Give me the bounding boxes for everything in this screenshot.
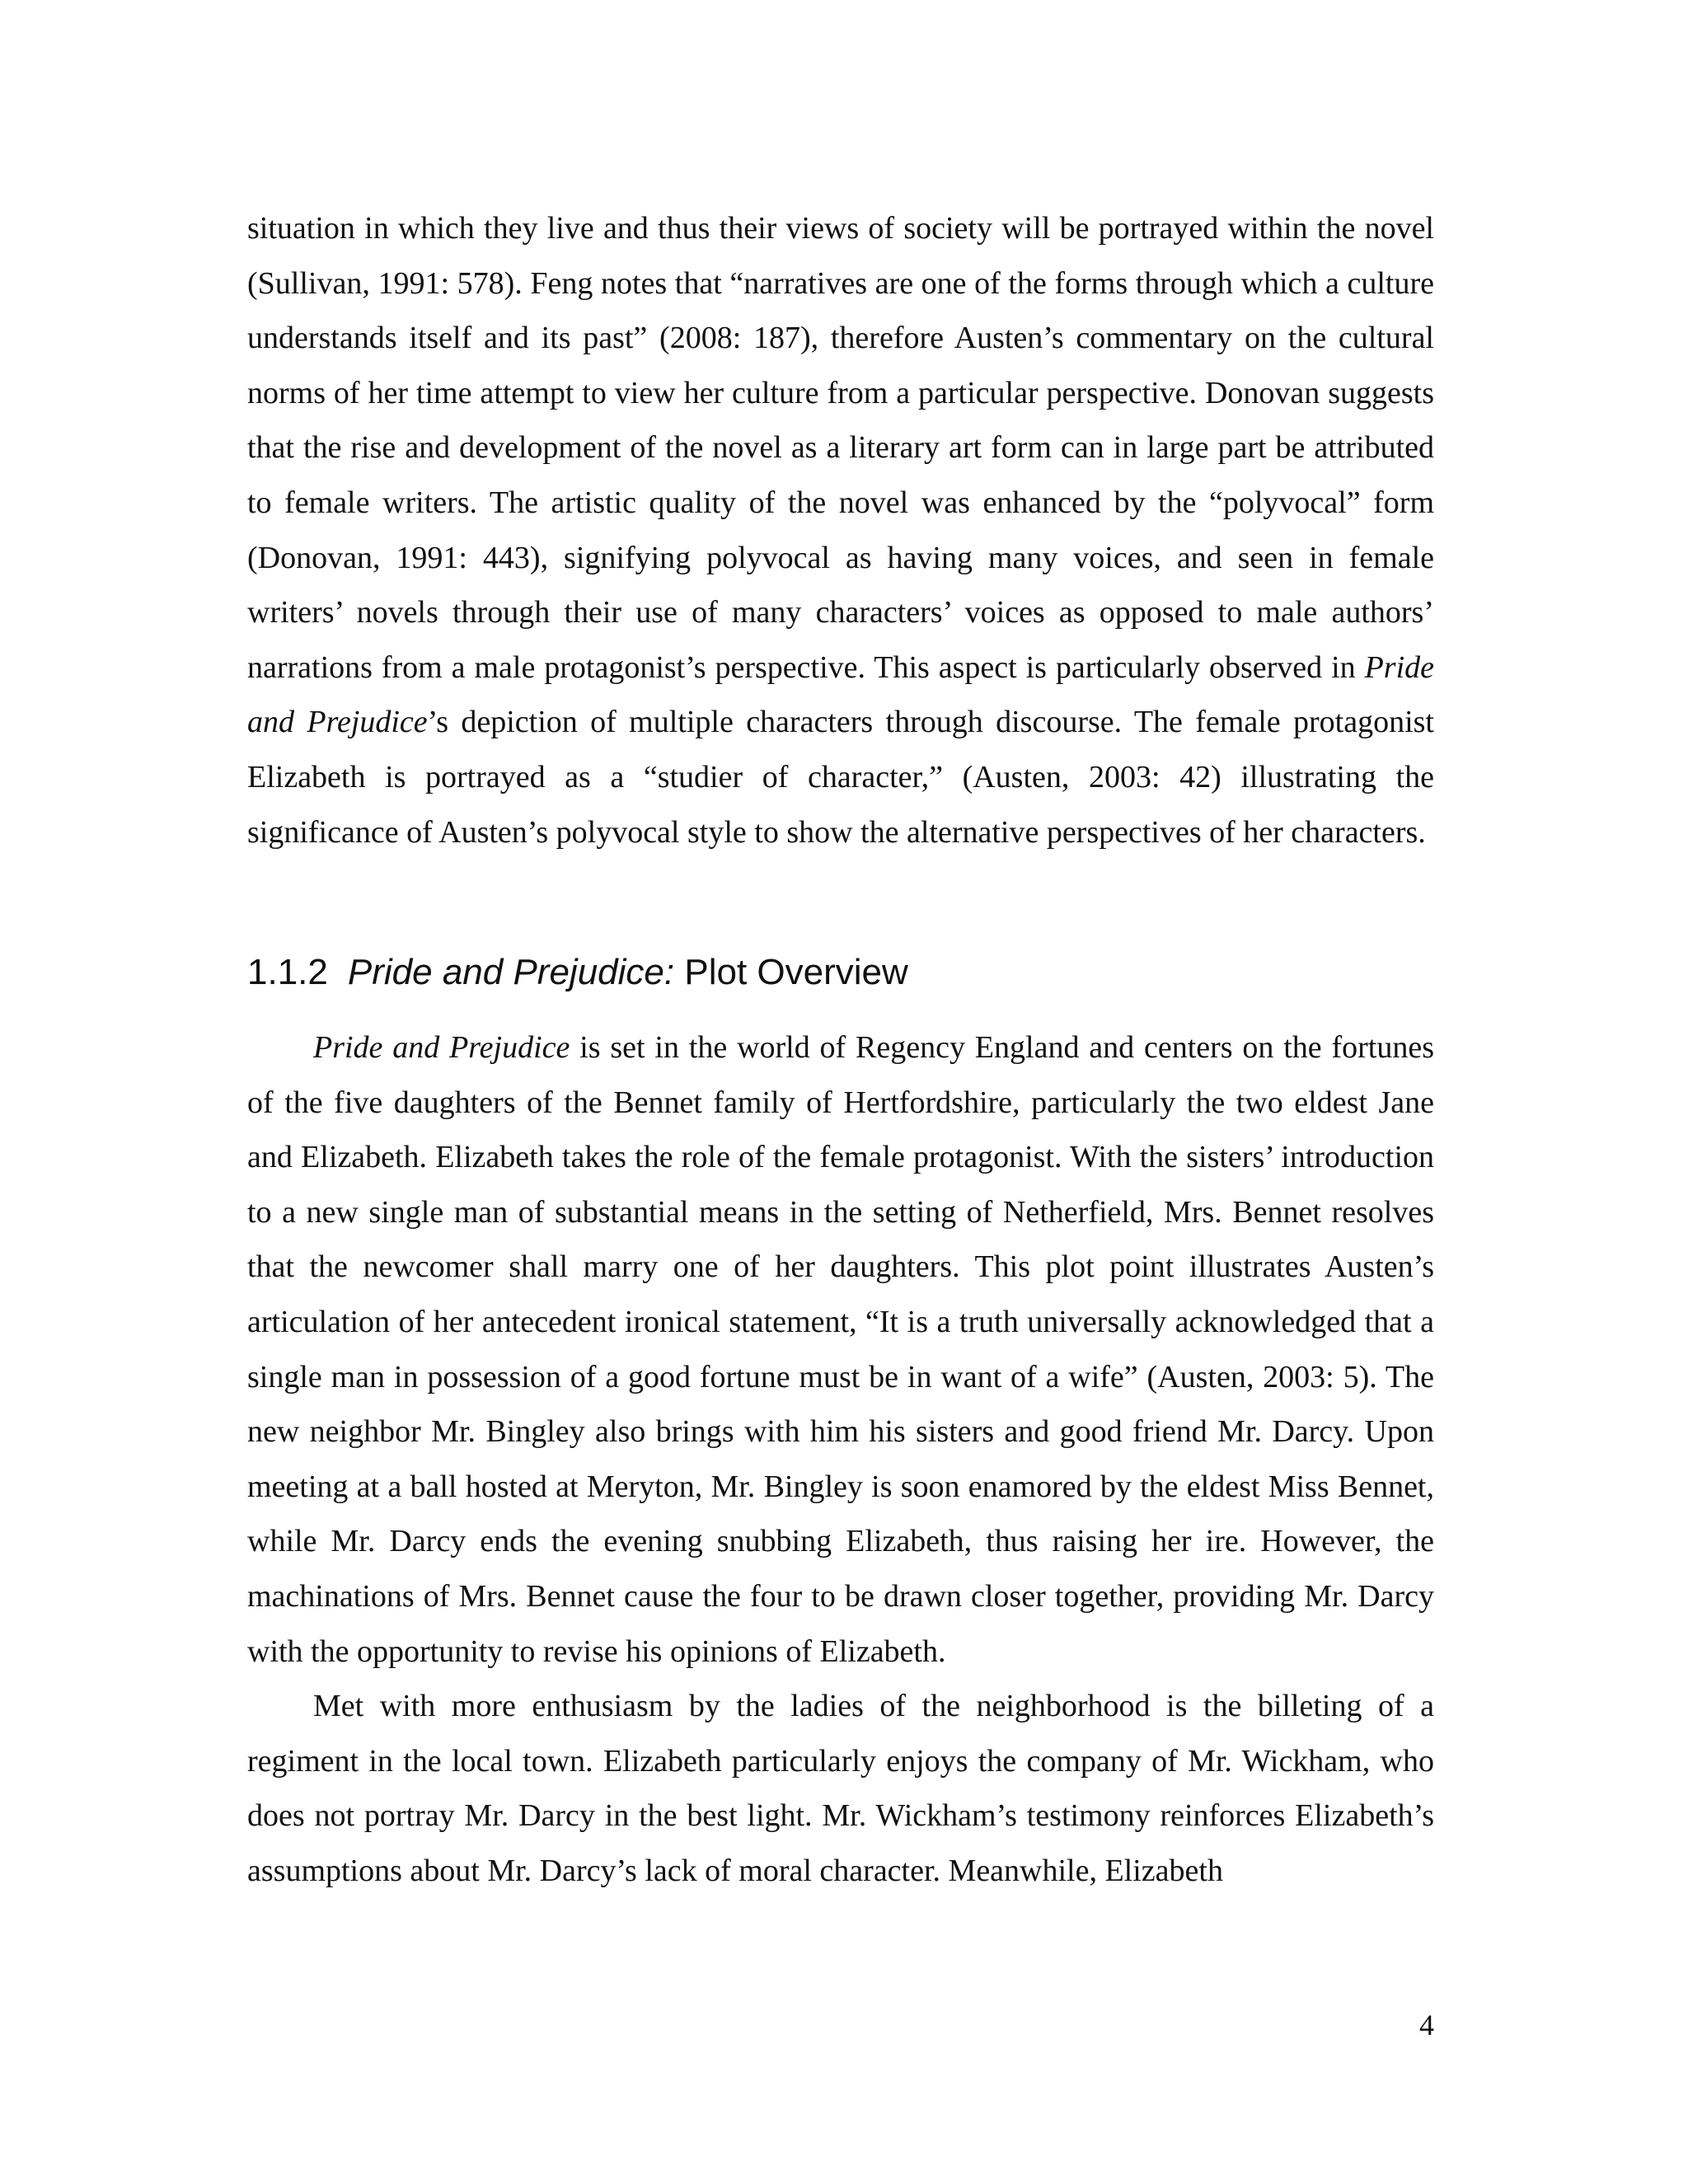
section-title-italic: Pride and Prejudice:	[347, 952, 675, 992]
paragraph-plot-overview	[247, 1020, 1434, 1679]
paragraph-text: Met with more enthusiasm by the ladies of the neighborhood is the billeting of a regiment in the local town. Elizabeth particularly enjoys the company of Mr. Wickham, who does not portray Mr. Darcy in the best light. Mr. Wickham’s testimony reinforces Elizabeth’s assumptions about Mr. Darcy’s lack of moral character. Meanwhile, Elizabeth	[247, 1689, 1434, 1888]
paragraph-text: is set in the world of Regency England and centers on the fortunes of the five daughters of the Bennet family of Hertfordshire, particularly the two eldest Jane and Elizabeth. Elizabeth takes the role of the female protagonist. With the sisters’ introduction to a new single man of substantial means in the setting of Netherfield, Mrs. Bennet resolves that the newcomer shall marry one of her daughters. This plot point illustrates Austen’s articulation of her antecedent ironical statement, “It is a truth universally acknowledged that a single man in possession of a good fortune must be in want of a wife” (Austen, 2003: 5). The new neighbor Mr. Bingley also brings with him his sisters and good friend Mr. Darcy. Upon meeting at a ball hosted at Meryton, Mr. Bingley is soon enamored by the eldest Miss Bennet, while Mr. Darcy ends the evening snubbing Elizabeth, thus raising her ire. However, the machinations of Mrs. Bennet cause the four to be drawn closer together, providing Mr. Darcy with the opportunity to revise his opinions of Elizabeth.	[247, 1030, 1434, 1669]
section-heading	[247, 946, 1434, 999]
book-title: Pride and Prejudice	[313, 1030, 570, 1065]
book-title: Pride and Prejudice	[247, 649, 1434, 740]
section-title: Plot Overview	[674, 952, 908, 992]
body-text-section	[247, 1020, 1434, 1899]
page-number: 4	[1419, 2008, 1434, 2041]
paragraph-text: ’s depiction of multiple characters through discourse. The female protagonist Elizabeth is portrayed as a “studier of character,” (Austen, 2003: 42) illustrating the significance of Austen’s polyvocal style to show the alternative perspectives of her characters.	[247, 705, 1434, 850]
paragraph-regiment	[247, 1679, 1434, 1898]
paragraph-polyvocal	[247, 201, 1434, 860]
body-text-top	[247, 201, 1434, 860]
paragraph-text: situation in which they live and thus their views of society will be portrayed within the novel (Sullivan, 1991: 578). Feng notes that “narratives are one of the forms through which a culture understands itself and its past” (2008: 187), therefore Austen’s commentary on the cultural norms of her time attempt to view her culture from a particular perspective. Donovan suggests that the rise and development of the novel as a literary art form can in large part be attributed to female writers. The artistic quality of the novel was enhanced by the “polyvocal” form (Donovan, 1991: 443), signifying polyvocal as having many voices, and seen in female writers’ novels through their use of many characters’ voices as opposed to male authors’ narrations from a male protagonist’s perspective. This aspect is particularly observed in	[247, 211, 1434, 685]
section-number: 1.1.2	[247, 952, 328, 992]
